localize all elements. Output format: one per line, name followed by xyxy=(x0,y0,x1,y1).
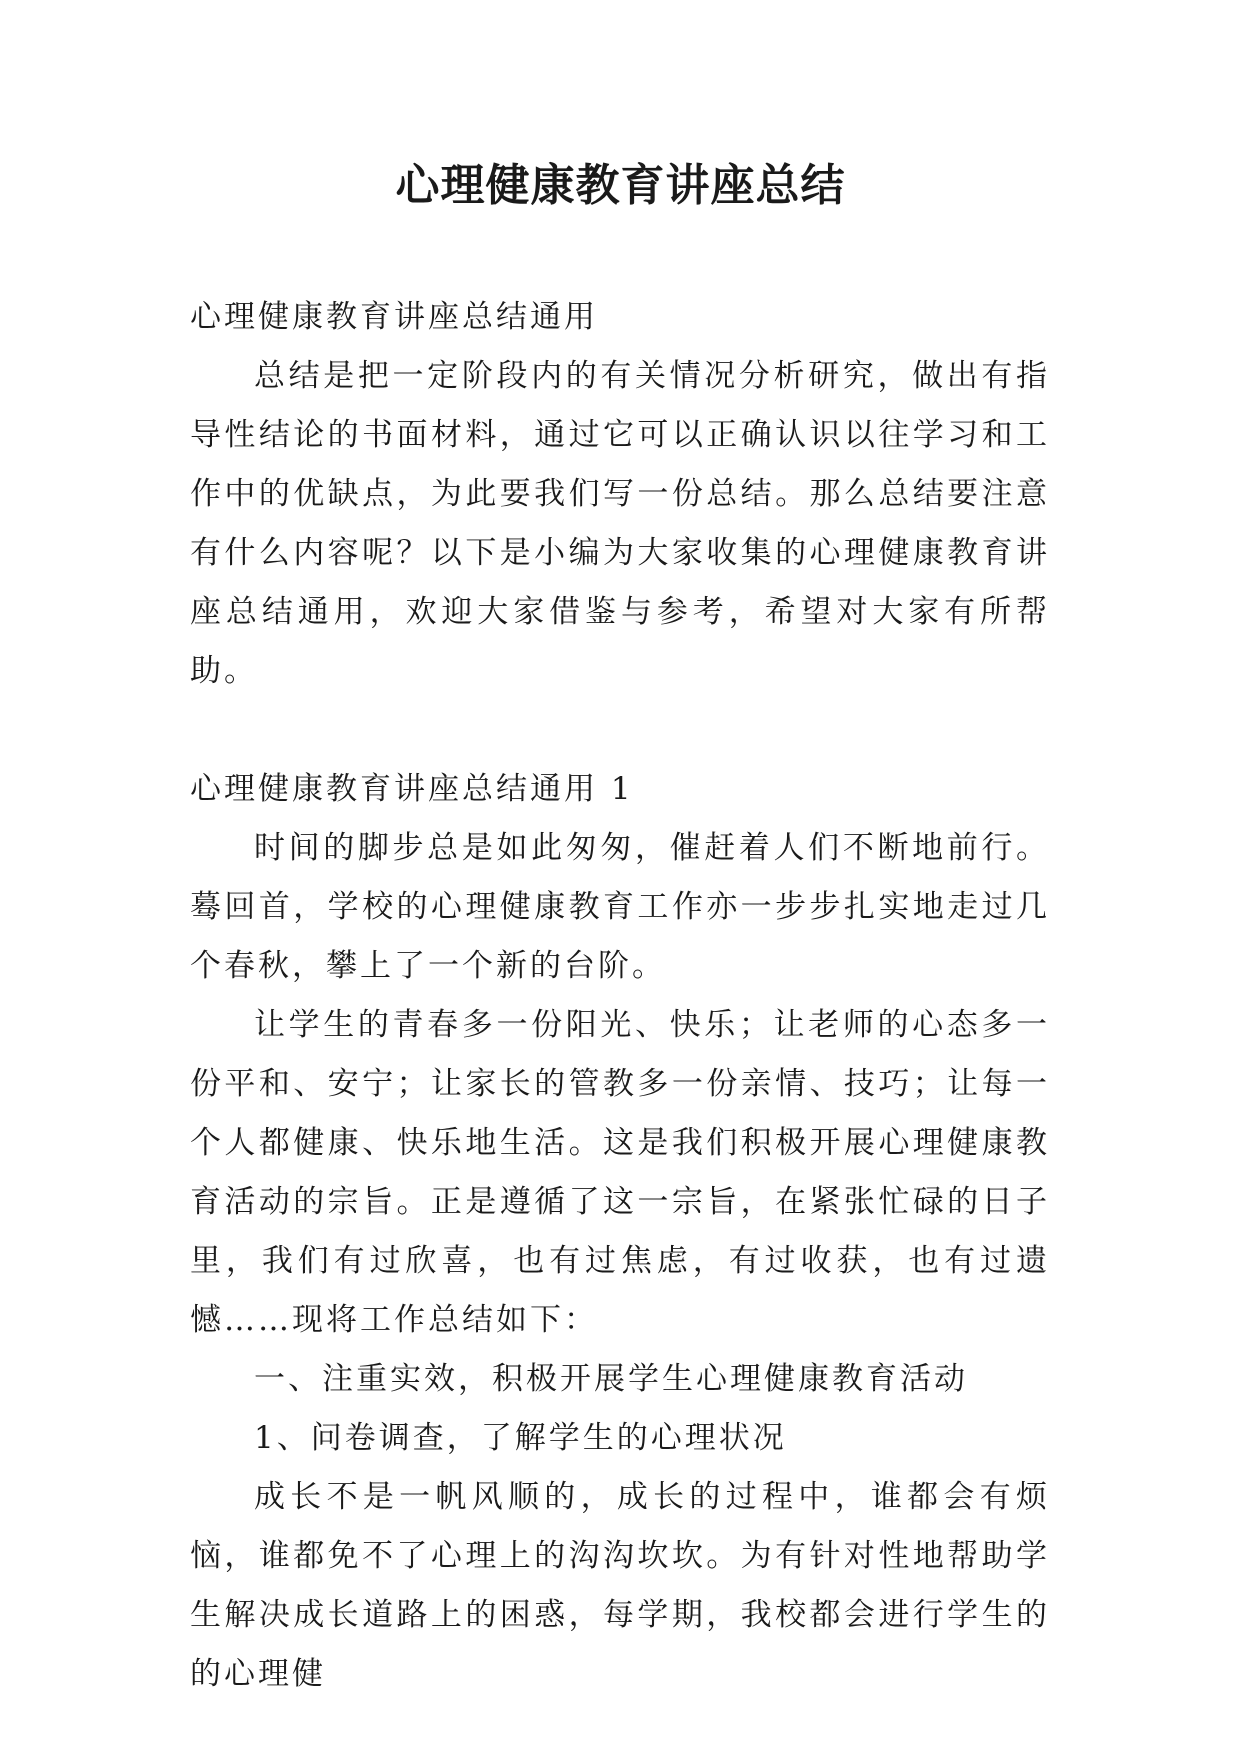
section-heading: 心理健康教育讲座总结通用 1 xyxy=(190,771,634,807)
body-paragraph: 时间的脚步总是如此匆匆，催赶着人们不断地前行。蓦回首，学校的心理健康教育工作亦一步步扎实地走过几个春秋，攀上了一个新的台阶。 xyxy=(190,830,1050,984)
document-body xyxy=(190,288,1050,1704)
section-title: 一、注重实效，积极开展学生心理健康教育活动 xyxy=(254,1361,968,1397)
body-paragraph: 成长不是一帆风顺的，成长的过程中，谁都会有烦恼，谁都免不了心理上的沟沟坎坎。为有针对性地帮助学生解决成长道路上的困惑，每学期，我校都会进行学生的的心理健 xyxy=(190,1479,1050,1692)
document-title: 心理健康教育讲座总结 xyxy=(395,160,846,211)
body-paragraph: 让学生的青春多一份阳光、快乐；让老师的心态多一份平和、安宁；让家长的管教多一份亲情、技巧；让每一个人都健康、快乐地生活。这是我们积极开展心理健康教育活动的宗旨。正是遵循了这一宗旨，在紧张忙碌的日子里，我们有过欣喜，也有过焦虑，有过收获，也有过遗憾……现将工作总结如下： xyxy=(190,1007,1050,1338)
subsection-title: 1、问卷调查，了解学生的心理状况 xyxy=(254,1420,787,1456)
intro-paragraph: 总结是把一定阶段内的有关情况分析研究，做出有指导性结论的书面材料，通过它可以正确认识以往学习和工作中的优缺点，为此要我们写一份总结。那么总结要注意有什么内容呢？以下是小编为大家收集的心理健康教育讲座总结通用，欢迎大家借鉴与参考，希望对大家有所帮助。 xyxy=(190,358,1050,689)
paragraph-spacer xyxy=(190,701,1050,760)
section-heading: 心理健康教育讲座总结通用 xyxy=(190,299,598,335)
